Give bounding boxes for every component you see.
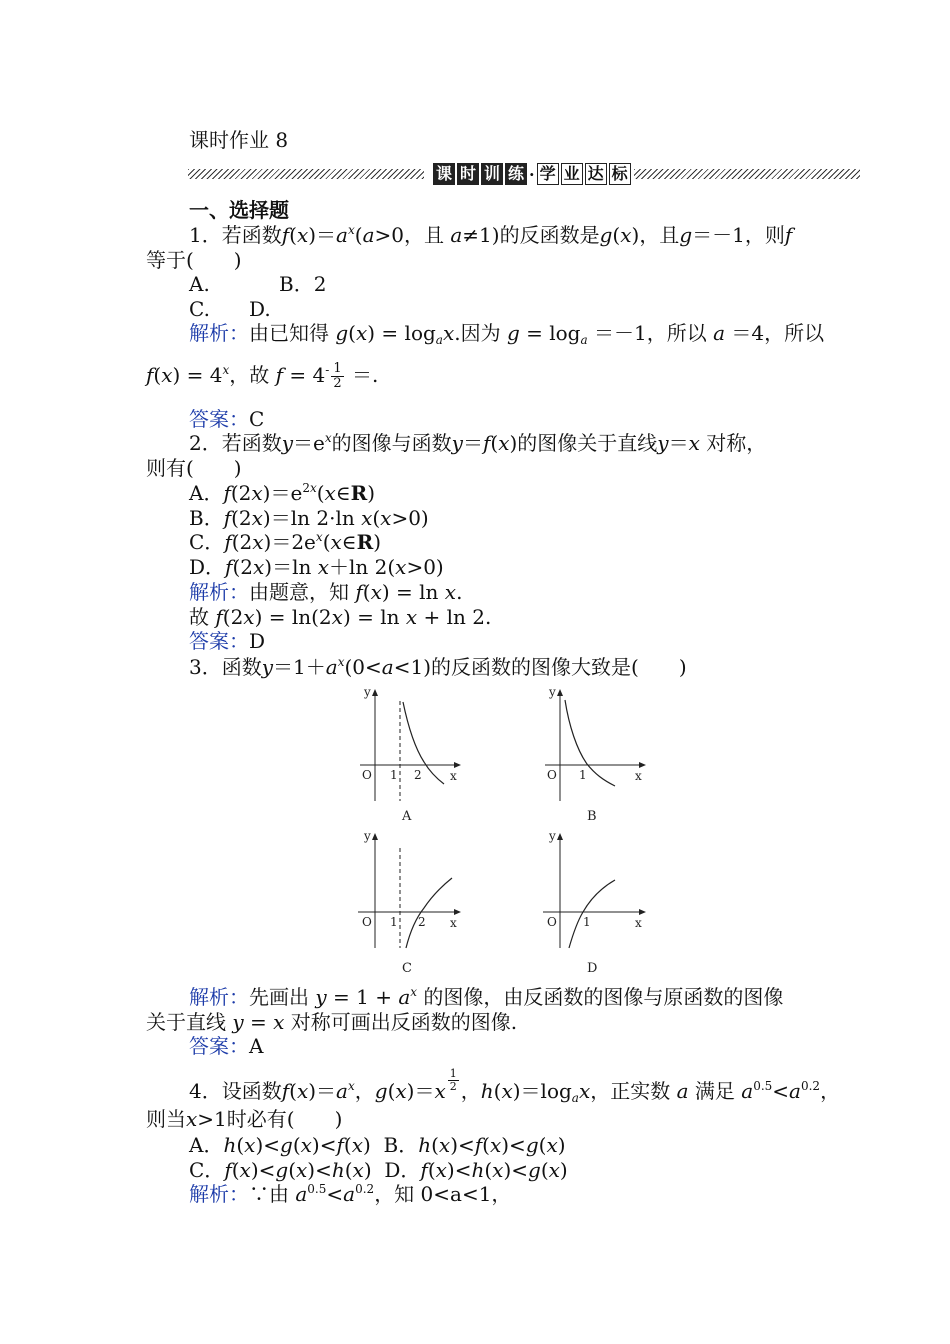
graph-a-x-label: x (450, 769, 457, 783)
q1-stem-line2 (146, 248, 242, 272)
q2-stem-line2 (146, 456, 242, 480)
q3-stem-a: 3．函数 (189, 655, 262, 679)
q1-sol-b: .因为 (454, 321, 501, 345)
q4-stem-line2: 则当x>1时必有( ) (146, 1107, 343, 1131)
q4-stem: 4．设函数$f(x)=a^x$，g(x)＝x $\frac{1}{2}$ ，$h(x)=\log_ax$，正实数 a 满足 $a^{0.5}<a^{0.2}$， (189, 1067, 841, 1105)
q1-option-b-text: B．2 (279, 272, 327, 296)
q1-option-a-text: A. (189, 272, 210, 296)
q1-option-a (189, 272, 210, 296)
q1-option-b (279, 272, 326, 296)
banner-char: 业 (561, 163, 583, 185)
q1-option-d-text: D. (249, 297, 271, 321)
graph-b-origin: O (547, 768, 557, 782)
q1-sol2-b: ＝. (351, 363, 379, 387)
graph-c-tick-2: 2 (418, 915, 426, 929)
q3-solution-line2: 关于直线 y = x 对称可画出反函数的图像. (146, 1010, 518, 1034)
q2-sol2: 故 (189, 605, 209, 629)
q2-answer (189, 629, 265, 653)
q4-stem-line2-b: 时必有( ) (226, 1107, 343, 1131)
q1-frac-num: 1 (333, 361, 342, 376)
section-heading-text: 一、选择题 (189, 198, 289, 222)
q4-opt-d-label: D． (384, 1158, 421, 1182)
q4-opt-b-label: B． (383, 1133, 419, 1157)
q3-stem-b: 的反函数的图像大致是( ) (431, 655, 687, 679)
q4-stem-line2-a: 则当 (146, 1107, 186, 1131)
section-banner (188, 162, 860, 186)
banner-char: 训 (481, 163, 503, 185)
graph-c-caption: C (402, 961, 412, 976)
daan-label: 答案： (189, 407, 249, 431)
banner-char: 练 (505, 163, 527, 185)
graph-b-tick-1: 1 (579, 768, 587, 782)
q4-solution: 解析：∵由 $a^{0.5}<a^{0.2}$，知 0<a<1， (189, 1182, 512, 1206)
graph-d-tick-1: 1 (583, 915, 591, 929)
q1-sol-d: ＝4，所以 (731, 321, 825, 345)
q4-stem-b: ，正实数 (590, 1079, 671, 1103)
section-heading (189, 198, 289, 222)
q4-opt-a-label: A． (189, 1133, 224, 1157)
q1-sol-c: ＝－1，所以 (593, 321, 707, 345)
q2-stem-line2-text: 则有( ) (146, 456, 242, 480)
graph-b-caption: B (587, 809, 597, 824)
graph-c (350, 830, 470, 984)
q1-frac-den: 2 (333, 376, 342, 391)
q2-option-b: B．f(2x)＝ln 2·ln x(x>0) (189, 506, 429, 530)
jiexi-label: 解析： (189, 321, 249, 345)
q4-sol-c: 0<a<1， (420, 1182, 512, 1206)
graph-d-origin: O (547, 915, 557, 929)
jiexi-label: 解析： (189, 985, 249, 1009)
q4-options-ab: A．h(x)<g(x)<f(x) B．h(x)<f(x)<g(x) (189, 1133, 566, 1157)
q1-solution-line2: $f(x) = 4^x$，故 f = 4- $\frac{1}{2}$ ＝. (146, 361, 379, 391)
q2-option-a: A．$f(2x)=e^{2x}(x\in R)$ (189, 481, 376, 505)
q3-sol2-b: 对称可画出反函数的图像. (290, 1010, 518, 1034)
q2-option-c: C．$f(2x)=2e^x(x\in R)$ (189, 530, 382, 554)
q4-opt-c-label: C． (189, 1158, 225, 1182)
banner-label (432, 162, 632, 186)
page-title-text: 课时作业 8 (189, 128, 289, 152)
banner-char: 学 (537, 163, 559, 185)
graph-a-caption: A (402, 809, 412, 824)
q1-stem-line2-text: 等于( ) (146, 248, 242, 272)
banner-hatch-left (188, 169, 424, 179)
jiexi-label: 解析： (189, 1182, 249, 1206)
q1-answer (189, 407, 264, 431)
q2-solution-line2: 故 f(2x) = ln(2x) = ln x + ln 2. (189, 605, 492, 629)
q3-sol2-a: 关于直线 (146, 1010, 226, 1034)
graph-c-x-label: x (450, 916, 457, 930)
q4-options-cd: C．f(x)<g(x)<h(x) D．f(x)<h(x)<g(x) (189, 1158, 568, 1182)
jiexi-label: 解析： (189, 580, 249, 604)
banner-char: 标 (609, 163, 631, 185)
q1-option-d (249, 297, 271, 321)
q4-sol-a: ∵由 (249, 1182, 289, 1206)
q4-stem-a: 4．设函数 (189, 1079, 282, 1103)
graph-b-x-label: x (635, 769, 642, 783)
q2-opt-c-label: C． (189, 530, 225, 554)
graph-a-tick-1: 1 (390, 768, 398, 782)
graph-c-y-label: y (364, 829, 371, 843)
graph-d-x-label: x (635, 916, 642, 930)
q1-option-c (189, 297, 210, 321)
banner-char: 课 (433, 163, 455, 185)
q4-stem-c: 满足 (694, 1079, 735, 1103)
daan-label: 答案： (189, 1034, 249, 1058)
graph-a-origin: O (362, 768, 372, 782)
q1-stem-b: 的反函数是 (499, 223, 600, 247)
q1-answer-value: C (249, 407, 265, 431)
q3-answer (189, 1034, 263, 1058)
q1-stem-d: ＝－1，则 (692, 223, 785, 247)
q2-opt-d-label: D． (189, 555, 226, 579)
daan-label: 答案： (189, 629, 249, 653)
q2-opt-a-label: A． (189, 481, 224, 505)
graph-a-y-label: y (364, 685, 371, 699)
q4-frac-den: 2 (449, 1080, 457, 1093)
q4-fraction (448, 1068, 459, 1093)
q2-sol1: 由题意，知 (249, 580, 349, 604)
q3-sol1-b: 的图像，由反函数的图像与原函数的图像 (423, 985, 784, 1009)
q2-opt-b-label: B． (189, 506, 224, 530)
graph-b (535, 686, 655, 830)
q1-solution-line1: 解析：由已知得 $g(x) = \log_ax$.因为 $g = \log_a =-1$，所以 a ＝4，所以 (189, 321, 825, 347)
q2-stem-d: 对称， (706, 431, 767, 455)
banner-char: 时 (457, 163, 479, 185)
q4-frac-num: 1 (449, 1067, 457, 1080)
banner-char: 达 (585, 163, 607, 185)
q3-answer-value: A (249, 1034, 264, 1058)
q2-stem-a: 2．若函数 (189, 431, 282, 455)
banner-hatch-right (634, 169, 860, 179)
q1-stem: 1．若函数$f(x)=a^x(a>0$，且 a≠1)的反函数是g(x)，且g＝－1，则f (189, 223, 793, 247)
q2-answer-value: D (249, 629, 266, 653)
graph-c-tick-1: 1 (390, 915, 398, 929)
q2-option-d: D．f(2x)＝ln x＋ln 2(x>0) (189, 555, 444, 579)
q1-sol-a: 由已知得 (249, 321, 329, 345)
q3-solution-line1: 解析：先画出 $y = 1 + a^x$ 的图像，由反函数的图像与原函数的图像 (189, 985, 784, 1009)
banner-dot: · (529, 164, 535, 184)
q1-fraction (331, 362, 343, 391)
q1-sol2-a: ，故 (229, 363, 270, 387)
q1-option-c-text: C. (189, 297, 210, 321)
graph-c-origin: O (362, 915, 372, 929)
q4-sol-b: ，知 (374, 1182, 415, 1206)
graph-d-caption: D (587, 961, 598, 976)
q2-stem-b: 的图像与函数 (331, 431, 452, 455)
page-title (189, 128, 288, 152)
q2-stem: 2．若函数$y=e^x$的图像与函数y＝f(x)的图像关于直线y＝x 对称， (189, 431, 767, 455)
graph-d (535, 830, 655, 984)
q2-solution-line1: 解析：由题意，知 f(x) = ln x. (189, 580, 463, 604)
q3-stem: 3．函数$y=1+a^x(0<a<1)$的反函数的图像大致是( ) (189, 655, 687, 679)
q1-stem-c: ，且 (639, 223, 680, 247)
graph-d-y-label: y (549, 829, 556, 843)
graph-a-tick-2: 2 (414, 768, 422, 782)
q2-stem-c: 的图像关于直线 (517, 431, 658, 455)
graph-b-y-label: y (549, 685, 556, 699)
q1-stem-a: 1．若函数 (189, 223, 282, 247)
graph-a (350, 686, 470, 830)
q3-sol1-a: 先画出 (249, 985, 309, 1009)
